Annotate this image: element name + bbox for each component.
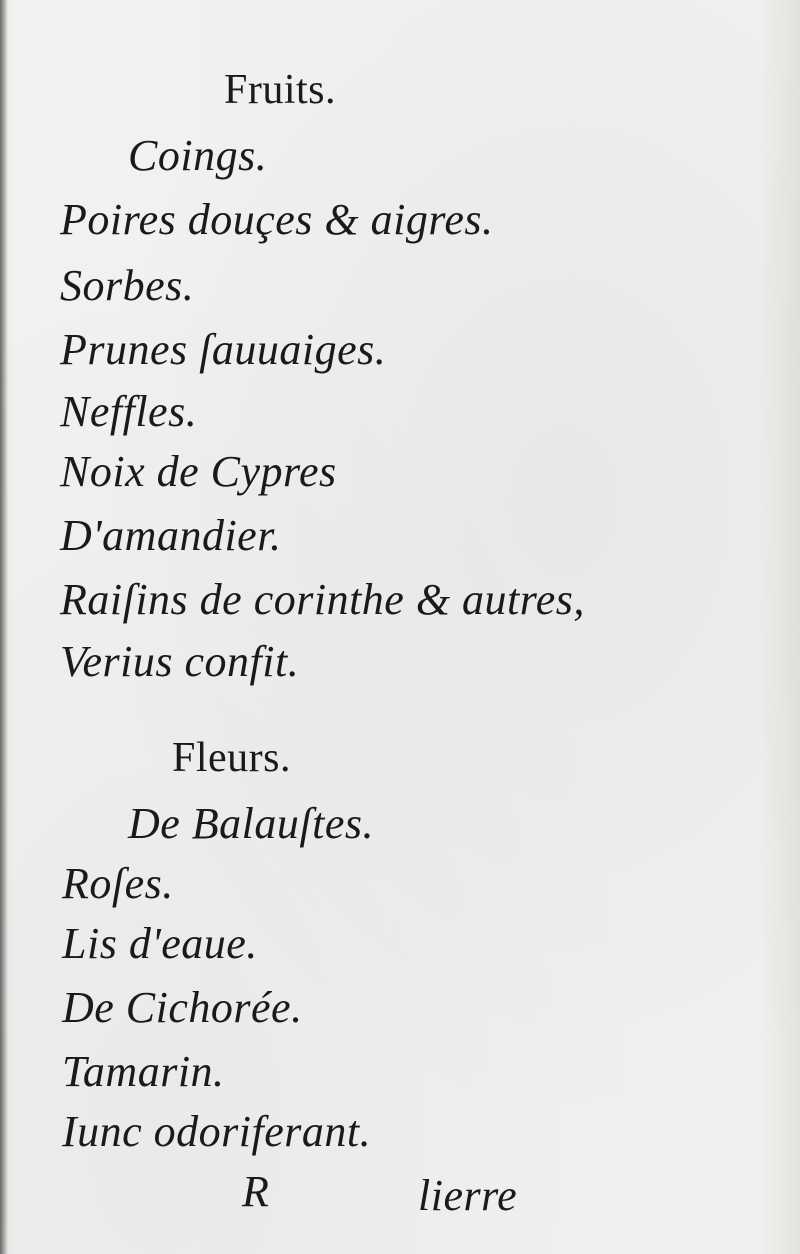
page-gutter-shadow bbox=[0, 0, 8, 1254]
section-heading-fleurs: Fleurs. bbox=[172, 735, 291, 781]
list-item: Sorbes. bbox=[60, 261, 195, 310]
list-item: Prunes ſauuaiges. bbox=[60, 325, 387, 374]
catchword-letter: R bbox=[242, 1167, 270, 1216]
list-item: De Balauſtes. bbox=[128, 799, 375, 848]
list-item: Noix de Cypres bbox=[60, 447, 337, 496]
list-item: D'amandier. bbox=[60, 511, 282, 560]
list-item: Roſes. bbox=[62, 859, 174, 908]
catchword: lierre bbox=[418, 1171, 518, 1220]
section-heading-fruits: Fruits. bbox=[224, 67, 337, 113]
list-item: Neffles. bbox=[60, 387, 198, 436]
list-item: Tamarin. bbox=[62, 1047, 225, 1096]
show-through-texture bbox=[520, 80, 760, 1180]
list-item: Verius confit. bbox=[60, 637, 300, 686]
list-item: Iunc odoriferant. bbox=[62, 1107, 372, 1156]
list-item: Coings. bbox=[128, 131, 268, 180]
list-item: Lis d'eaue. bbox=[62, 919, 258, 968]
list-item: Raiſins de corinthe & autres, bbox=[60, 575, 585, 624]
list-item: De Cichorée. bbox=[62, 983, 303, 1032]
list-item: Poires douçes & aigres. bbox=[60, 195, 494, 244]
